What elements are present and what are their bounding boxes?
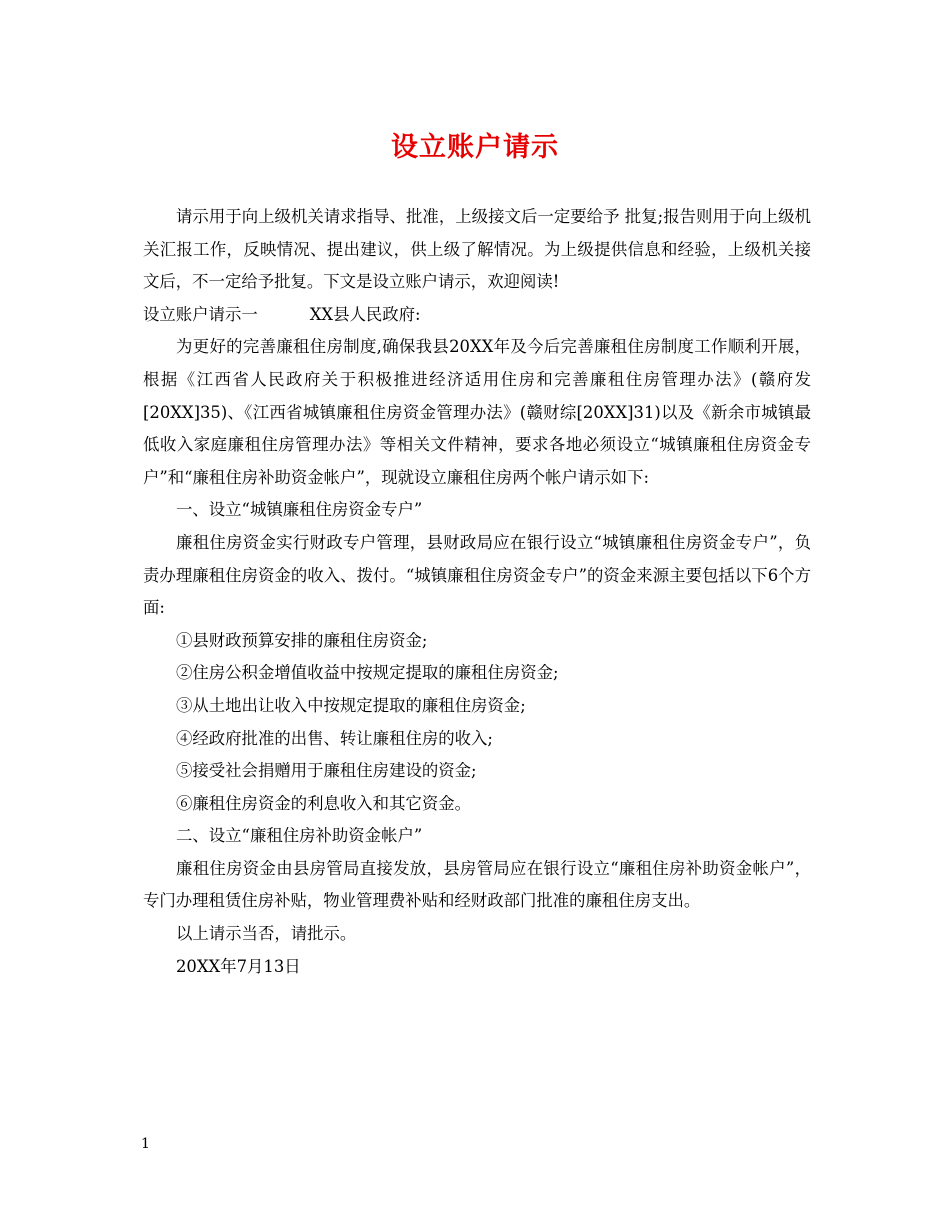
list-item: ③从土地出让收入中按规定提取的廉租住房资金;	[176, 695, 526, 715]
page-number: 1	[141, 1136, 150, 1152]
document-body	[143, 201, 811, 983]
body-paragraph: 廉租住房资金实行财政专户管理，县财政局应在银行设立“城镇廉租住房资金专户”，负责办理廉租住房资金的收入、拨付。“城镇廉租住房资金专户”的资金来源主要包括以下6个方面:	[143, 532, 811, 618]
body-paragraph: 为更好的完善廉租住房制度,确保我县20XX年及今后完善廉租住房制度工作顺利开展，根据《江西省人民政府关于积极推进经济适用住房和完善廉租住房管理办法》(赣府发[20XX]35)、《江西省城镇廉租住房资金管理办法》(赣财综[20XX]31)以及《新余市城镇最低收入家庭廉租住房管理办法》等相关文件精神，要求各地必须设立“城镇廉租住房资金专户”和“廉租住房补助资金帐户”，现就设立廉租住房两个帐户请示如下:	[143, 337, 811, 487]
section-heading: 二、设立“廉租住房补助资金帐户”	[176, 826, 423, 846]
request-heading	[143, 299, 811, 332]
body-paragraph: 廉租住房资金由县房管局直接发放，县房管局应在银行设立“廉租住房补助资金帐户”，专门办理租赁住房补贴，物业管理费补贴和经财政部门批准的廉租住房支出。	[143, 858, 811, 911]
list-item: ④经政府批准的出售、转让廉租住房的收入;	[176, 728, 493, 748]
request-heading-label: 设立账户请示一	[143, 304, 258, 324]
list-item: ②住房公积金增值收益中按规定提取的廉租住房资金;	[176, 663, 559, 683]
list-item: ⑤接受社会捐赠用于廉租住房建设的资金;	[176, 761, 477, 781]
recipient-line: XX县人民政府:	[309, 304, 421, 324]
document-title: 设立账户请示	[391, 132, 559, 163]
list-item: ⑥廉租住房资金的利息收入和其它资金。	[176, 793, 472, 813]
list-item: ①县财政预算安排的廉租住房资金;	[176, 630, 428, 650]
date-line: 20XX年7月13日	[176, 956, 301, 976]
intro-paragraph: 请示用于向上级机关请求指导、批准，上级接文后一定要给予 批复;报告则用于向上级机关汇报工作，反映情况、提出建议，供上级了解情况。为上级提供信息和经验，上级机关接文后，不一定给予批复。下文是设立账户请示，欢迎阅读!	[143, 207, 811, 292]
closing-line: 以上请示当否，请批示。	[176, 924, 357, 944]
section-heading: 一、设立“城镇廉租住房资金专户”	[176, 500, 423, 520]
